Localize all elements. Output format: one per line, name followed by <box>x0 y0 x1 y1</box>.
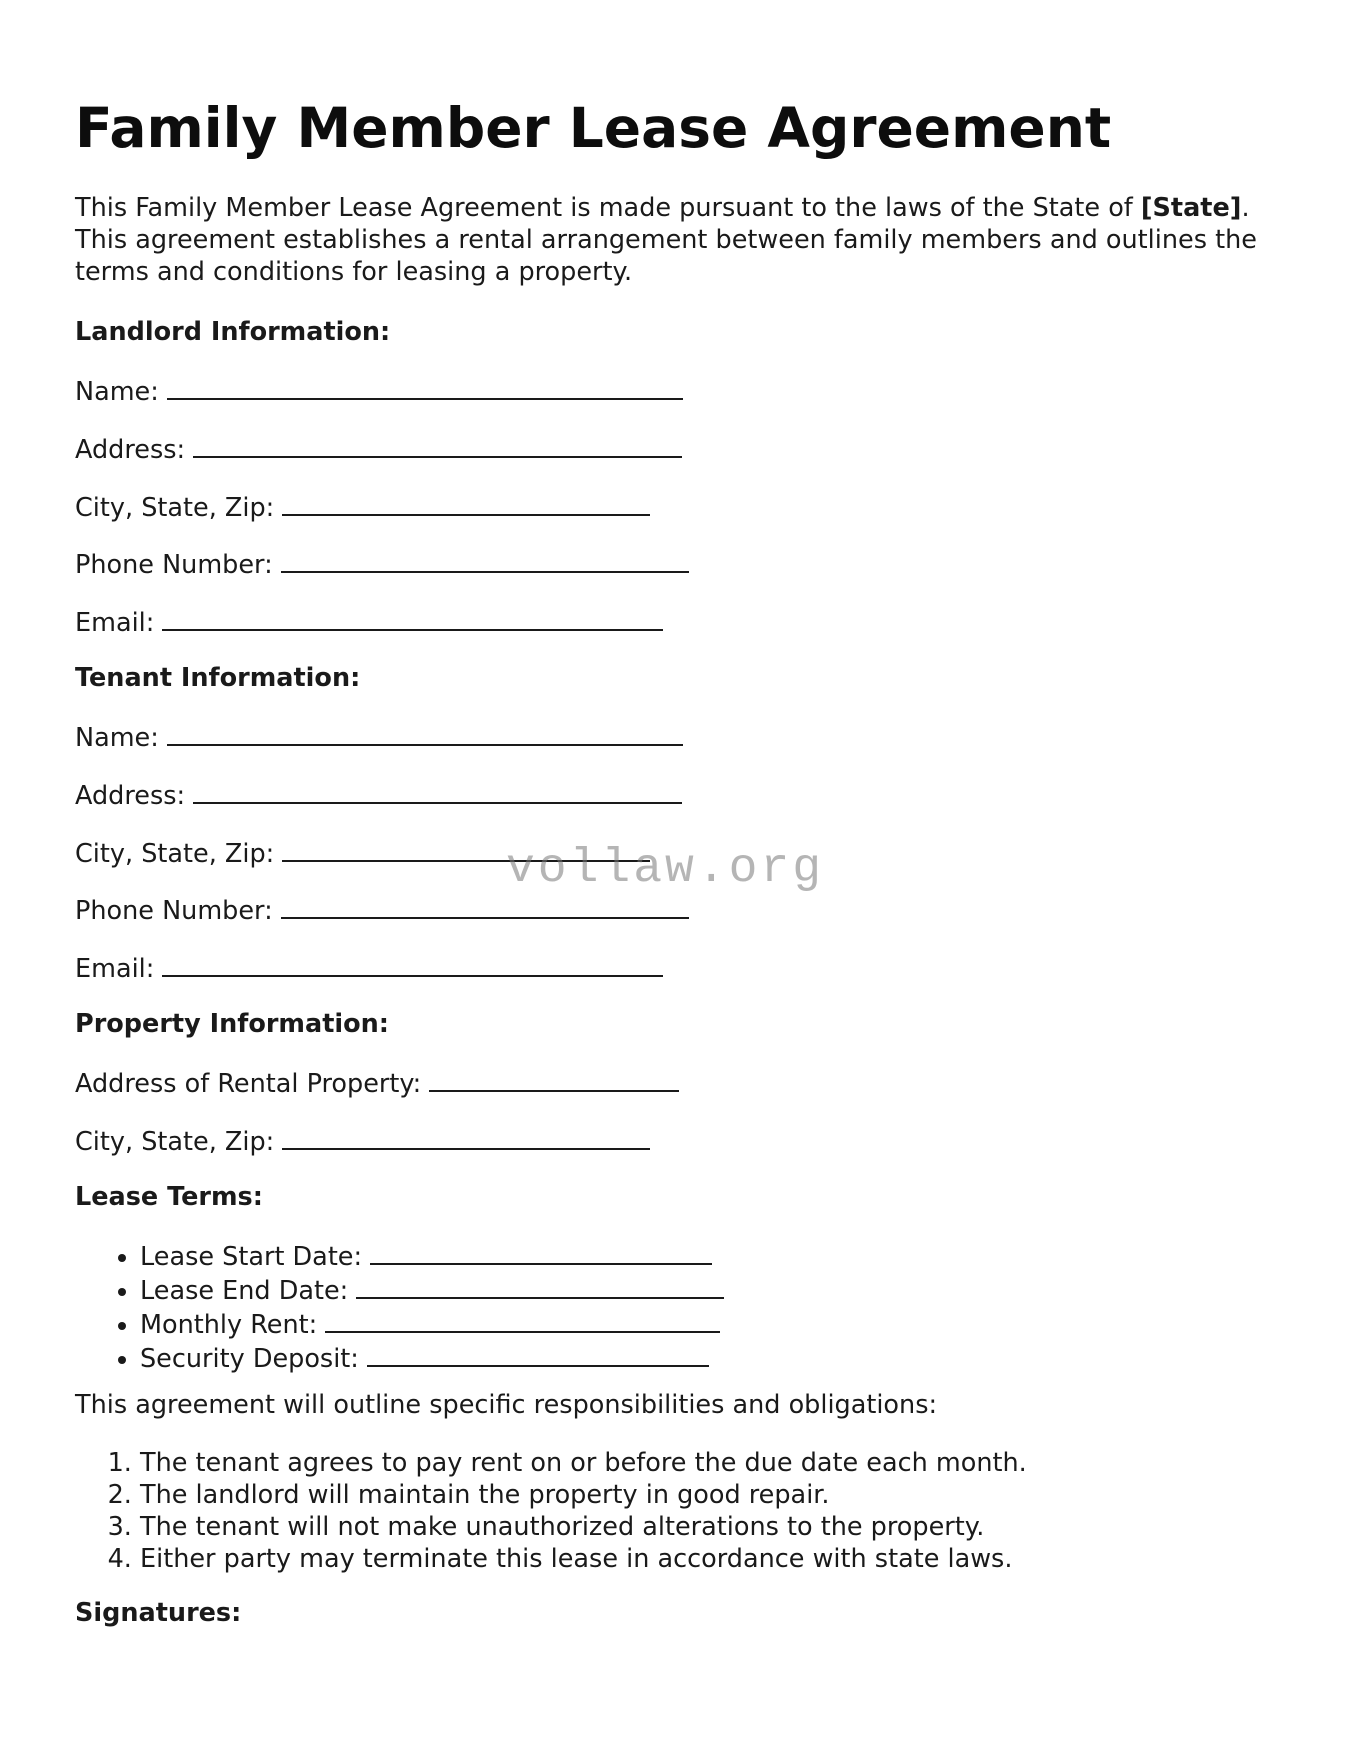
tenant-city-label: City, State, Zip: <box>75 839 275 869</box>
lease-end-label: Lease End Date: <box>140 1276 349 1306</box>
landlord-city-row <box>75 490 650 524</box>
property-heading: Property Information: <box>75 1009 390 1039</box>
list-item: 4. Either party may terminate this lease in accordance with state laws. <box>140 1543 1027 1575</box>
security-deposit-field[interactable] <box>367 1341 709 1367</box>
tenant-phone-label: Phone Number: <box>75 896 273 926</box>
landlord-address-row <box>75 432 682 466</box>
security-deposit-label: Security Deposit: <box>140 1344 359 1374</box>
landlord-phone-field[interactable] <box>281 547 689 573</box>
monthly-rent-field[interactable] <box>325 1307 720 1333</box>
tenant-heading: Tenant Information: <box>75 663 361 693</box>
landlord-phone-row <box>75 547 689 581</box>
obligations-intro: This agreement will outline specific responsibilities and obligations: <box>75 1390 938 1420</box>
tenant-address-label: Address: <box>75 781 186 811</box>
landlord-name-field[interactable] <box>167 374 683 400</box>
landlord-city-label: City, State, Zip: <box>75 493 275 523</box>
tenant-phone-field[interactable] <box>281 893 689 919</box>
intro-text-2: . This agreement establishes a rental arrangement between family members and outlines the terms and conditions for leasing a property. <box>75 193 1257 287</box>
landlord-name-label: Name: <box>75 377 159 407</box>
tenant-name-field[interactable] <box>167 720 683 746</box>
tenant-address-row <box>75 778 682 812</box>
landlord-address-field[interactable] <box>193 432 682 458</box>
list-item: 3. The tenant will not make unauthorized alterations to the property. <box>140 1511 1027 1543</box>
tenant-name-label: Name: <box>75 723 159 753</box>
landlord-city-field[interactable] <box>282 490 650 516</box>
landlord-email-label: Email: <box>75 608 155 638</box>
tenant-name-row <box>75 720 683 754</box>
tenant-phone-row <box>75 893 689 927</box>
landlord-name-row <box>75 374 683 408</box>
list-item <box>140 1273 724 1307</box>
tenant-email-label: Email: <box>75 954 155 984</box>
property-address-label: Address of Rental Property: <box>75 1069 422 1099</box>
monthly-rent-label: Monthly Rent: <box>140 1310 318 1340</box>
lease-terms-list <box>75 1239 724 1375</box>
tenant-email-field[interactable] <box>162 951 663 977</box>
landlord-email-field[interactable] <box>162 605 663 631</box>
list-item <box>140 1341 724 1375</box>
obligations-list <box>75 1447 1027 1575</box>
state-placeholder: [State] <box>1140 193 1242 223</box>
property-city-label: City, State, Zip: <box>75 1127 275 1157</box>
list-item: 1. The tenant agrees to pay rent on or before the due date each month. <box>140 1447 1027 1479</box>
list-item <box>140 1239 724 1273</box>
property-address-row <box>75 1066 679 1100</box>
signatures-heading: Signatures: <box>75 1598 242 1628</box>
intro-text-1: This Family Member Lease Agreement is made pursuant to the laws of the State of <box>75 193 1141 223</box>
lease-start-field[interactable] <box>370 1239 712 1265</box>
intro-paragraph <box>75 192 1275 288</box>
property-address-field[interactable] <box>429 1066 679 1092</box>
tenant-email-row <box>75 951 663 985</box>
landlord-heading: Landlord Information: <box>75 317 391 347</box>
list-item: 2. The landlord will maintain the property in good repair. <box>140 1479 1027 1511</box>
lease-start-label: Lease Start Date: <box>140 1242 363 1272</box>
landlord-phone-label: Phone Number: <box>75 550 273 580</box>
property-city-row <box>75 1124 650 1158</box>
document-title: Family Member Lease Agreement <box>75 96 1112 160</box>
tenant-address-field[interactable] <box>193 778 682 804</box>
property-city-field[interactable] <box>282 1124 650 1150</box>
watermark: vollaw.org <box>506 842 825 896</box>
lease-terms-heading: Lease Terms: <box>75 1182 263 1212</box>
landlord-address-label: Address: <box>75 435 186 465</box>
list-item <box>140 1307 724 1341</box>
lease-end-field[interactable] <box>356 1273 724 1299</box>
landlord-email-row <box>75 605 663 639</box>
